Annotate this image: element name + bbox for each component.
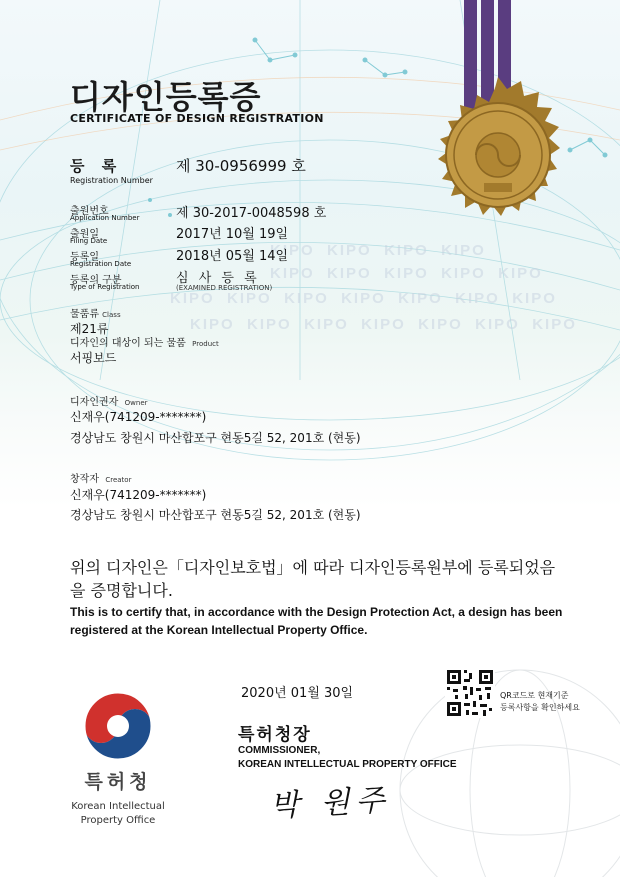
gold-seal bbox=[418, 0, 578, 250]
commissioner-signature: 박 원주 bbox=[269, 782, 392, 825]
class-label: 물품류 Class bbox=[70, 309, 121, 320]
registration-type-en: (EXAMINED REGISTRATION) bbox=[176, 284, 273, 292]
agency-name-en: Korean Intellectual Property Office bbox=[71, 801, 165, 826]
filing-date: 2017년 10월 19일 bbox=[176, 227, 289, 242]
registration-date-label: 등록일 bbox=[70, 252, 99, 263]
registration-date-label-en: Registration Date bbox=[70, 260, 132, 268]
filing-date-label-en: Filing Date bbox=[70, 237, 108, 245]
watermark-kipo: KIPO KIPO KIPO KIPO KIPO KIPO KIPO bbox=[170, 290, 557, 307]
owner-name: 신재우(741209-*******) bbox=[70, 410, 207, 424]
product-value: 서핑보드 bbox=[70, 351, 117, 365]
qr-code[interactable] bbox=[445, 668, 495, 718]
commissioner-title-en: COMMISSIONER, KOREAN INTELLECTUAL PROPERTY OFFICE bbox=[238, 745, 457, 770]
commissioner-title: 특허청장 bbox=[238, 725, 312, 745]
agency-name: 특허청 bbox=[84, 771, 152, 793]
registration-number: 제 30-0956999 호 bbox=[176, 157, 306, 175]
certificate-subtitle: CERTIFICATE OF DESIGN REGISTRATION bbox=[70, 112, 324, 125]
owner-address: 경상남도 창원시 마산합포구 현동5길 52, 201호 (현동) bbox=[70, 431, 361, 445]
application-number-label-en: Application Number bbox=[70, 214, 140, 222]
qr-instructions bbox=[500, 690, 580, 714]
product-label: 디자인의 대상이 되는 물품 Product bbox=[70, 338, 219, 349]
certification-statement-en: This is to certify that, in accordance with the Design Protection Act, a design has been registered at the Korean Intellectual Property Office. bbox=[70, 605, 563, 637]
certification-statement-ko: 위의 디자인은「디자인보호법」에 따라 디자인등록원부에 등록되었음을 증명합니다. bbox=[70, 558, 556, 600]
registration-date: 2018년 05월 14일 bbox=[176, 249, 289, 264]
application-number: 제 30-2017-0048598 호 bbox=[176, 206, 327, 221]
watermark-kipo: KIPO KIPO KIPO KIPO bbox=[270, 242, 486, 259]
class-value: 제21류 bbox=[70, 322, 109, 336]
watermark-kipo: KIPO KIPO KIPO KIPO KIPO bbox=[270, 265, 543, 282]
creator-name: 신재우(741209-*******) bbox=[70, 488, 207, 502]
owner-label: 디자인권자 Owner bbox=[70, 397, 148, 408]
issue-date: 2020년 01월 30일 bbox=[241, 686, 354, 701]
registration-label: 등 록 bbox=[70, 157, 123, 175]
kipo-logo-icon bbox=[78, 686, 158, 766]
registration-label-en: Registration Number bbox=[70, 176, 153, 185]
watermark-kipo: KIPO KIPO KIPO KIPO KIPO KIPO KIPO bbox=[190, 316, 577, 333]
certificate-title: 디자인등록증 bbox=[70, 78, 262, 116]
qr-note-line2: 등록사항을 확인하세요 bbox=[500, 703, 580, 712]
creator-label: 창작자 Creator bbox=[70, 474, 132, 485]
registration-type-label-en: Type of Registration bbox=[70, 283, 140, 291]
qr-note-line1: QR코드로 현재기준 bbox=[500, 691, 569, 700]
filing-date-label: 출원일 bbox=[70, 229, 99, 240]
registration-type-label: 등록의 구분 bbox=[70, 275, 122, 286]
registration-type: 심 사 등 록 bbox=[176, 271, 260, 286]
application-number-label: 출원번호 bbox=[70, 206, 109, 217]
creator-address: 경상남도 창원시 마산합포구 현동5길 52, 201호 (현동) bbox=[70, 508, 361, 522]
